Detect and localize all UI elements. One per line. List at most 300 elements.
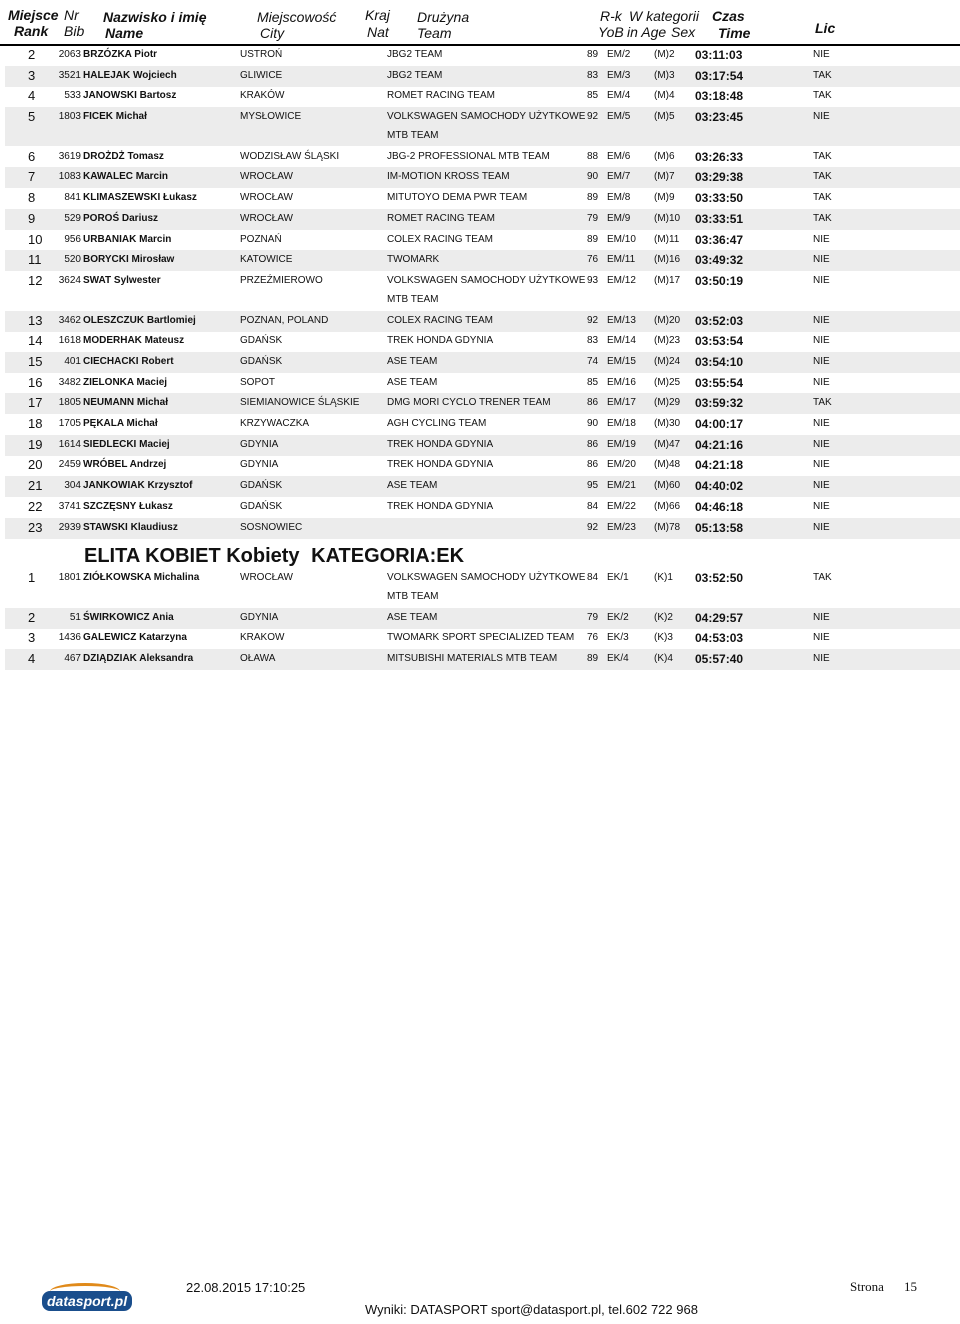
cell-cat: EK/1: [607, 572, 629, 583]
cell-rank: 21: [28, 478, 43, 494]
cell-rank: 6: [28, 148, 36, 164]
table-row: [5, 271, 960, 310]
cell-cat: EM/11: [607, 254, 636, 266]
cell-lic: TAK: [813, 192, 832, 204]
cell-yob: 86: [587, 438, 599, 450]
cell-rank: 22: [28, 498, 43, 514]
cell-lic: NIE: [813, 418, 830, 429]
cell-rank: 4: [28, 651, 36, 666]
cell-age: (M)16: [654, 254, 681, 266]
cell-city: GDAŃSK: [240, 355, 283, 367]
cell-team: ROMET RACING TEAM: [387, 90, 495, 102]
cell-yob: 90: [587, 171, 599, 183]
page-label: Strona: [850, 1279, 884, 1294]
table-row: [5, 497, 960, 518]
cell-yob: 86: [587, 459, 599, 471]
cell-name: JANKOWIAK Krzysztof: [83, 480, 193, 492]
cell-rank: 15: [28, 353, 43, 369]
cell-bib: 2459: [58, 459, 81, 471]
cell-rank: 16: [28, 374, 43, 390]
cell-city: GLIWICE: [240, 69, 283, 81]
header-name-en: Name: [105, 25, 144, 41]
cell-name: SIEDLECKI Maciej: [83, 438, 170, 450]
cell-age: (M)60: [654, 480, 681, 492]
cell-team: TREK HONDA GDYNIA: [387, 438, 494, 450]
table-row: [5, 455, 960, 476]
cell-rank: 10: [28, 231, 43, 247]
cell-name: SWAT Sylwester: [83, 274, 161, 286]
cell-bib: 401: [64, 355, 81, 367]
page-number: 15: [903, 1279, 917, 1294]
cell-age: (M)7: [654, 171, 675, 183]
cell-bib: 1614: [58, 438, 81, 450]
cell-bib: 1803: [58, 111, 81, 123]
cell-name: MODERHAK Mateusz: [83, 335, 185, 347]
cell-age: (M)78: [654, 521, 681, 533]
cell-yob: 93: [587, 274, 599, 286]
cell-lic: TAK: [813, 212, 832, 224]
header-rank-pl: Miejsce: [8, 7, 59, 23]
cell-city: GDYNIA: [240, 459, 279, 471]
cell-city: POZNAŃ: [240, 233, 282, 245]
cell-rank: 19: [28, 436, 43, 452]
cell-time: 03:52:03: [695, 313, 744, 328]
cell-bib: 1618: [58, 335, 81, 347]
cell-cat: EM/10: [607, 233, 636, 245]
cell-name: FICEK Michał: [83, 111, 147, 123]
cell-age: (M)30: [654, 418, 681, 429]
table-row: [5, 373, 960, 394]
header-nat-en: Nat: [367, 24, 389, 40]
cell-city: KRAKOW: [240, 632, 285, 644]
cell-yob: 85: [587, 90, 599, 102]
cell-time: 05:13:58: [695, 520, 744, 535]
section-heading: [84, 544, 470, 568]
cell-time: 03:49:32: [695, 253, 744, 268]
cell-lic: NIE: [813, 274, 830, 286]
table-row: [5, 209, 960, 230]
cell-time: 03:54:10: [695, 354, 744, 369]
cell-city: USTROŃ: [240, 49, 283, 60]
cell-city: OŁAWA: [240, 653, 276, 664]
cell-rank: 3: [28, 630, 36, 646]
cell-age: (M)48: [654, 459, 681, 471]
cell-yob: 84: [587, 572, 599, 583]
cell-cat: EM/23: [607, 521, 636, 533]
cell-yob: 95: [587, 480, 599, 492]
header-cat-pl: W kategorii: [629, 8, 700, 24]
cell-cat: EM/18: [607, 418, 636, 429]
cell-yob: 89: [587, 192, 599, 204]
cell-yob: 92: [587, 314, 599, 326]
cell-bib: 3462: [58, 314, 81, 326]
cell-bib: 3482: [58, 376, 81, 388]
cell-team: DMG MORI CYCLO TRENER TEAM: [387, 397, 551, 409]
cell-age: (M)23: [654, 335, 681, 347]
table-header: [0, 0, 960, 46]
footer-datetime: 22.08.2015 17:10:25: [186, 1280, 306, 1295]
cell-lic: NIE: [813, 500, 830, 512]
cell-team: TREK HONDA GDYNIA: [387, 500, 494, 512]
cell-name: ŚWIRKOWICZ Ania: [83, 611, 174, 623]
section-title: ELITA KOBIET Kobiety: [84, 545, 300, 567]
header-yob-en: YoB: [598, 24, 624, 40]
cell-time: 04:46:18: [695, 499, 744, 514]
cell-name: URBANIAK Marcin: [83, 233, 172, 245]
cell-rank: 4: [28, 88, 36, 104]
cell-age: (M)6: [654, 150, 675, 162]
cell-cat: EM/21: [607, 480, 636, 492]
cell-name: ZIÓŁKOWSKA Michalina: [83, 572, 200, 583]
cell-lic: NIE: [813, 49, 830, 60]
cell-lic: TAK: [813, 90, 832, 102]
footer-results: Wyniki: DATASPORT sport@datasport.pl, tel.602 722 968: [365, 1302, 698, 1317]
cell-team: VOLKSWAGEN SAMOCHODY UŻYTKOWE MTB TEAM: [387, 274, 586, 305]
cell-lic: NIE: [813, 233, 830, 245]
cell-team: VOLKSWAGEN SAMOCHODY UŻYTKOWE MTB TEAM: [387, 572, 586, 602]
cell-team: COLEX RACING TEAM: [387, 314, 493, 326]
cell-age: (M)2: [654, 49, 675, 60]
table-row: [5, 107, 960, 146]
table-row: [5, 45, 960, 66]
cell-cat: EK/4: [607, 653, 629, 664]
header-sex-en: Sex: [671, 24, 696, 40]
cell-team: COLEX RACING TEAM: [387, 233, 493, 245]
cell-time: 03:53:54: [695, 334, 744, 349]
cell-city: GDAŃSK: [240, 335, 283, 347]
cell-bib: 3619: [58, 150, 81, 162]
cell-bib: 1801: [58, 572, 81, 583]
cell-team: IM-MOTION KROSS TEAM: [387, 171, 510, 183]
cell-bib: 51: [69, 611, 81, 623]
header-nr-en: Bib: [64, 23, 85, 39]
cell-time: 03:50:19: [695, 273, 744, 288]
cell-lic: NIE: [813, 438, 830, 450]
cell-bib: 1805: [58, 397, 81, 409]
cell-yob: 85: [587, 376, 599, 388]
cell-time: 03:17:54: [695, 68, 744, 83]
cell-age: (M)11: [654, 233, 680, 245]
cell-rank: 12: [28, 272, 43, 288]
cell-age: (M)20: [654, 314, 681, 326]
cell-age: (M)10: [654, 212, 681, 224]
footer-page: [850, 1279, 937, 1295]
cell-city: KRZYWACZKA: [240, 418, 310, 429]
header-cat-en: in Age: [627, 24, 667, 40]
cell-age: (K)1: [654, 572, 673, 583]
cell-time: 03:33:50: [695, 191, 744, 206]
cell-rank: 2: [28, 609, 36, 625]
table-row: [5, 476, 960, 497]
cell-bib: 520: [64, 254, 81, 266]
cell-cat: EM/14: [607, 335, 636, 347]
cell-bib: 3741: [58, 500, 81, 512]
cell-rank: 8: [28, 190, 36, 206]
cell-age: (M)17: [654, 274, 681, 286]
cell-time: 04:21:16: [695, 437, 744, 452]
cell-yob: 92: [587, 521, 599, 533]
cell-team: ASE TEAM: [387, 376, 438, 388]
table-row: [5, 352, 960, 373]
cell-team: ASE TEAM: [387, 355, 438, 367]
header-time-en: Time: [718, 25, 751, 41]
cell-yob: 89: [587, 49, 599, 60]
cell-lic: NIE: [813, 376, 830, 388]
cell-cat: EM/20: [607, 459, 636, 471]
cell-city: KRAKÓW: [240, 90, 285, 102]
header-lic: Lic: [815, 20, 836, 36]
cell-age: (M)25: [654, 376, 681, 388]
cell-rank: 18: [28, 416, 43, 431]
cell-rank: 3: [28, 67, 36, 83]
cell-time: 03:59:32: [695, 396, 744, 411]
cell-time: 03:11:03: [695, 48, 743, 62]
cell-name: NEUMANN Michał: [83, 397, 169, 409]
cell-cat: EM/8: [607, 192, 631, 204]
table-row: [5, 167, 960, 188]
table-row: [5, 628, 960, 649]
cell-team: MITSUBISHI MATERIALS MTB TEAM: [387, 653, 558, 664]
cell-cat: EM/15: [607, 355, 636, 367]
cell-city: MYSŁOWICE: [240, 111, 302, 123]
cell-yob: 90: [587, 418, 599, 429]
cell-rank: 9: [28, 210, 36, 226]
cell-rank: 20: [28, 457, 43, 473]
cell-lic: NIE: [813, 355, 830, 367]
header-team-en: Team: [417, 25, 452, 41]
section-category: KATEGORIA:EK: [311, 545, 465, 567]
cell-lic: NIE: [813, 459, 830, 471]
cell-bib: 304: [64, 480, 81, 492]
cell-lic: NIE: [813, 480, 830, 492]
cell-cat: EM/12: [607, 274, 636, 286]
cell-bib: 1436: [58, 632, 81, 644]
cell-rank: 2: [28, 47, 36, 62]
cell-rank: 23: [28, 519, 43, 535]
cell-time: 03:23:45: [695, 110, 744, 125]
table-row: [5, 649, 960, 670]
cell-name: BORYCKI Mirosław: [83, 254, 175, 266]
cell-name: CIECHACKI Robert: [83, 355, 174, 367]
header-rank-en: Rank: [14, 23, 49, 39]
cell-city: GDYNIA: [240, 611, 279, 623]
cell-cat: EM/17: [607, 397, 636, 409]
cell-time: 05:57:40: [695, 652, 744, 666]
cell-time: 04:40:02: [695, 479, 744, 494]
cell-bib: 1705: [58, 418, 81, 429]
cell-bib: 841: [64, 192, 81, 204]
cell-rank: 14: [28, 333, 43, 349]
cell-age: (M)24: [654, 355, 681, 367]
cell-time: 03:29:38: [695, 170, 744, 185]
cell-city: KATOWICE: [240, 254, 293, 266]
cell-cat: EM/16: [607, 376, 636, 388]
cell-name: PĘKALA Michał: [83, 418, 158, 429]
cell-cat: EM/2: [607, 49, 631, 60]
cell-cat: EM/9: [607, 212, 631, 224]
cell-team: ROMET RACING TEAM: [387, 212, 495, 224]
cell-name: SZCZĘSNY Łukasz: [83, 500, 173, 512]
cell-city: WROCŁAW: [240, 171, 293, 183]
cell-yob: 76: [587, 632, 599, 644]
cell-city: WROCŁAW: [240, 192, 293, 204]
cell-yob: 84: [587, 500, 599, 512]
cell-rank: 7: [28, 169, 36, 185]
cell-cat: EM/22: [607, 500, 636, 512]
table-row: [5, 250, 960, 271]
cell-yob: 92: [587, 111, 599, 123]
cell-time: 03:36:47: [695, 232, 744, 247]
cell-name: KLIMASZEWSKI Łukasz: [83, 192, 197, 204]
table-row: [5, 86, 960, 107]
cell-yob: 89: [587, 653, 599, 664]
cell-lic: TAK: [813, 150, 832, 162]
cell-city: GDYNIA: [240, 438, 279, 450]
table-row: [5, 331, 960, 352]
header-city-pl: Miejscowość: [257, 9, 337, 25]
cell-yob: 79: [587, 611, 599, 623]
cell-bib: 467: [64, 653, 81, 664]
cell-time: 04:29:57: [695, 610, 744, 625]
cell-lic: TAK: [813, 171, 832, 183]
cell-yob: 79: [587, 212, 599, 224]
cell-time: 04:21:18: [695, 458, 744, 473]
cell-name: ZIELONKA Maciej: [83, 376, 168, 388]
cell-lic: NIE: [813, 521, 830, 533]
cell-name: JANOWSKI Bartosz: [83, 90, 177, 102]
cell-team: TREK HONDA GDYNIA: [387, 335, 494, 347]
cell-lic: TAK: [813, 397, 832, 409]
cell-age: (M)9: [654, 192, 675, 204]
cell-city: WROCŁAW: [240, 572, 293, 583]
cell-team: JBG2 TEAM: [387, 69, 443, 81]
table-row: [5, 608, 960, 629]
cell-cat: EK/2: [607, 611, 629, 623]
cell-bib: 3521: [58, 69, 81, 81]
cell-name: DZIĄDZIAK Aleksandra: [83, 653, 194, 664]
table-row: [5, 518, 960, 539]
cell-yob: 76: [587, 254, 599, 266]
cell-time: 03:52:50: [695, 571, 744, 585]
cell-yob: 83: [587, 335, 599, 347]
cell-team: JBG2 TEAM: [387, 49, 443, 60]
cell-team: TWOMARK: [387, 254, 440, 266]
datasport-logo: [40, 1283, 128, 1319]
cell-lic: NIE: [813, 653, 830, 664]
cell-cat: EM/7: [607, 171, 631, 183]
cell-time: 04:00:17: [695, 417, 744, 431]
cell-name: BRZÓZKA Piotr: [83, 49, 158, 60]
cell-bib: 2063: [58, 49, 81, 60]
cell-yob: 74: [587, 355, 599, 367]
cell-city: WODZISŁAW ŚLĄSKI: [240, 150, 340, 162]
cell-age: (M)66: [654, 500, 681, 512]
cell-age: (M)47: [654, 438, 681, 450]
cell-rank: 13: [28, 312, 43, 328]
cell-name: KAWALEC Marcin: [83, 171, 169, 183]
cell-cat: EM/6: [607, 150, 631, 162]
header-nr-pl: Nr: [64, 7, 79, 23]
cell-name: OLESZCZUK Bartlomiej: [83, 314, 196, 326]
cell-city: GDAŃSK: [240, 480, 283, 492]
cell-time: 03:18:48: [695, 89, 744, 104]
cell-team: VOLKSWAGEN SAMOCHODY UŻYTKOWE MTB TEAM: [387, 111, 586, 142]
cell-city: SIEMIANOWICE ŚLĄSKIE: [240, 397, 360, 409]
cell-lic: NIE: [813, 254, 830, 266]
cell-cat: EK/3: [607, 632, 629, 644]
table-row: [5, 188, 960, 209]
cell-yob: 83: [587, 69, 599, 81]
cell-age: (K)4: [654, 653, 673, 664]
header-rk-pl: R-k: [600, 8, 622, 24]
cell-yob: 88: [587, 150, 599, 162]
header-team-pl: Drużyna: [417, 9, 470, 25]
cell-bib: 956: [64, 233, 81, 245]
cell-team: ASE TEAM: [387, 480, 438, 492]
table-row: [5, 393, 960, 414]
cell-city: SOSNOWIEC: [240, 521, 303, 533]
cell-team: JBG-2 PROFESSIONAL MTB TEAM: [387, 150, 550, 162]
cell-time: 03:33:51: [695, 211, 744, 226]
cell-name: GALEWICZ Katarzyna: [83, 632, 187, 644]
cell-age: (M)4: [654, 90, 675, 102]
cell-cat: EM/13: [607, 314, 636, 326]
cell-city: WROCŁAW: [240, 212, 293, 224]
cell-lic: NIE: [813, 314, 830, 326]
cell-time: 04:53:03: [695, 631, 744, 646]
cell-lic: NIE: [813, 632, 830, 644]
cell-rank: 1: [28, 570, 36, 585]
cell-lic: NIE: [813, 335, 830, 347]
cell-cat: EM/19: [607, 438, 636, 450]
cell-name: WRÓBEL Andrzej: [83, 459, 167, 471]
table-row: [5, 311, 960, 332]
cell-yob: 89: [587, 233, 599, 245]
cell-yob: 86: [587, 397, 599, 409]
cell-age: (M)29: [654, 397, 681, 409]
cell-team: TWOMARK SPORT SPECIALIZED TEAM: [387, 632, 575, 644]
cell-team: AGH CYCLING TEAM: [387, 418, 487, 429]
cell-cat: EM/3: [607, 69, 631, 81]
cell-team: ASE TEAM: [387, 611, 438, 623]
cell-age: (M)5: [654, 111, 675, 123]
table-row: [5, 147, 960, 168]
cell-city: SOPOT: [240, 376, 276, 388]
cell-city: PRZEŹMIEROWO: [240, 274, 323, 286]
header-time-pl: Czas: [712, 8, 745, 24]
cell-lic: TAK: [813, 69, 832, 81]
cell-team: TREK HONDA GDYNIA: [387, 459, 494, 471]
cell-name: DROŻDŻ Tomasz: [83, 150, 164, 162]
cell-name: STAWSKI Klaudiusz: [83, 521, 178, 533]
cell-name: HALEJAK Wojciech: [83, 69, 177, 81]
cell-rank: 17: [28, 395, 43, 411]
cell-age: (K)3: [654, 632, 673, 644]
cell-bib: 533: [64, 90, 81, 102]
header-city-en: City: [260, 25, 285, 41]
cell-bib: 2939: [58, 521, 81, 533]
cell-lic: NIE: [813, 611, 830, 623]
cell-bib: 1083: [58, 171, 81, 183]
table-row: [5, 66, 960, 87]
cell-cat: EM/5: [607, 111, 631, 123]
logo-text: datasport.pl: [42, 1291, 132, 1311]
table-row: [5, 230, 960, 251]
cell-age: (M)3: [654, 69, 675, 81]
cell-cat: EM/4: [607, 90, 631, 102]
cell-bib: 3624: [58, 274, 81, 286]
header-name-pl: Nazwisko i imię: [103, 9, 207, 25]
